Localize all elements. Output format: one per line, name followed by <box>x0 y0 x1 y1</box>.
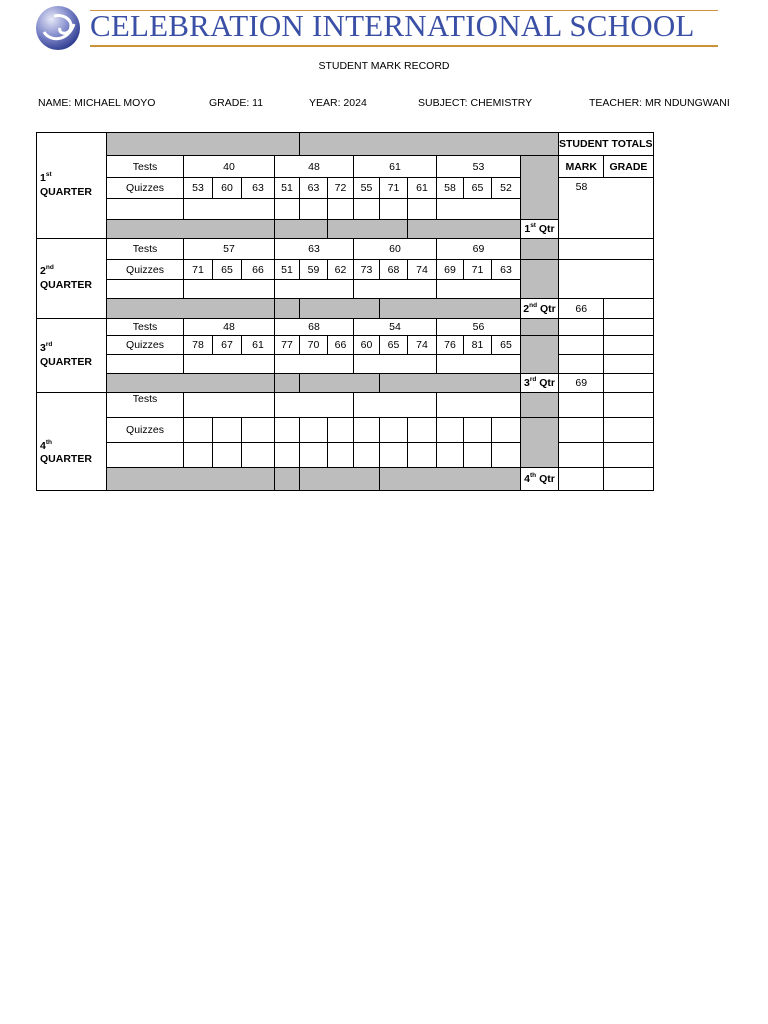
empty-cell <box>107 280 184 299</box>
empty-cell <box>559 336 604 355</box>
empty-cell <box>275 199 300 220</box>
shaded-cell <box>275 299 300 319</box>
quiz-score <box>213 418 242 443</box>
empty-cell <box>559 260 654 299</box>
empty-cell <box>604 443 653 468</box>
quiz-score: 53 <box>184 178 213 199</box>
shaded-cell <box>521 393 559 418</box>
row-label-tests: Tests <box>107 319 184 336</box>
quiz-score: 76 <box>437 336 464 355</box>
quiz-score: 52 <box>492 178 521 199</box>
quiz-score <box>328 418 354 443</box>
empty-cell <box>275 355 354 374</box>
empty-cell <box>354 443 380 468</box>
row-label-quizzes: Quizzes <box>107 260 184 280</box>
empty-cell <box>408 443 437 468</box>
empty-cell <box>354 280 437 299</box>
quarter-total-label-2: 2nd Qtr <box>521 299 559 319</box>
empty-cell <box>604 319 653 336</box>
shaded-cell <box>300 374 380 393</box>
quiz-score: 66 <box>328 336 354 355</box>
row-label-quizzes: Quizzes <box>107 418 184 443</box>
quiz-score: 70 <box>300 336 328 355</box>
shaded-cell <box>521 319 559 336</box>
test-score: 69 <box>437 239 521 260</box>
empty-cell <box>354 355 437 374</box>
quiz-score <box>242 418 275 443</box>
total-mark: 69 <box>559 374 604 393</box>
empty-cell <box>492 443 521 468</box>
empty-cell <box>107 199 184 220</box>
quiz-score: 65 <box>464 178 492 199</box>
shaded-cell <box>521 156 559 220</box>
shaded-cell <box>107 220 275 239</box>
quiz-score <box>300 418 328 443</box>
shaded-cell <box>521 336 559 374</box>
empty-cell <box>604 393 653 418</box>
shaded-cell <box>380 299 521 319</box>
row-label-quizzes: Quizzes <box>107 336 184 355</box>
empty-cell <box>437 443 464 468</box>
quiz-score: 69 <box>437 260 464 280</box>
grade-header: GRADE <box>604 156 653 178</box>
shaded-cell <box>275 468 300 491</box>
quarter-label-1: 1st QUARTER <box>37 133 107 239</box>
quarter-total-label-3: 3rd Qtr <box>521 374 559 393</box>
quiz-score: 66 <box>242 260 275 280</box>
empty-cell <box>464 443 492 468</box>
shaded-cell <box>275 220 328 239</box>
total-grade <box>604 468 653 491</box>
student-name: NAME: MICHAEL MOYO <box>38 97 156 109</box>
shaded-cell <box>521 239 559 260</box>
empty-cell <box>242 443 275 468</box>
shaded-cell <box>107 133 300 156</box>
student-year: YEAR: 2024 <box>309 97 367 109</box>
shaded-cell <box>300 468 380 491</box>
test-score <box>437 393 521 418</box>
quiz-score: 61 <box>408 178 437 199</box>
empty-cell <box>559 418 604 443</box>
quiz-score <box>380 418 408 443</box>
test-score: 61 <box>354 156 437 178</box>
header-rule-bottom <box>90 45 718 47</box>
empty-cell <box>559 355 604 374</box>
empty-cell <box>380 443 408 468</box>
empty-cell <box>559 443 604 468</box>
empty-cell <box>437 280 521 299</box>
empty-cell <box>184 443 213 468</box>
test-score <box>354 393 437 418</box>
total-grade <box>604 374 653 393</box>
quiz-score: 65 <box>492 336 521 355</box>
empty-cell <box>275 443 300 468</box>
test-score: 68 <box>275 319 354 336</box>
shaded-cell <box>521 418 559 468</box>
empty-cell <box>300 199 328 220</box>
quiz-score: 51 <box>275 260 300 280</box>
quiz-score: 71 <box>464 260 492 280</box>
row-label-tests: Tests <box>107 239 184 260</box>
empty-cell <box>184 199 275 220</box>
quiz-score: 58 <box>437 178 464 199</box>
quiz-score: 81 <box>464 336 492 355</box>
test-score: 48 <box>275 156 354 178</box>
test-score: 57 <box>184 239 275 260</box>
quiz-score <box>184 418 213 443</box>
quiz-score: 77 <box>275 336 300 355</box>
quiz-score <box>464 418 492 443</box>
quiz-score: 78 <box>184 336 213 355</box>
quiz-score: 71 <box>184 260 213 280</box>
quarter-label-3: 3rd QUARTER <box>37 319 107 393</box>
test-score: 53 <box>437 156 521 178</box>
quiz-score: 60 <box>213 178 242 199</box>
test-score <box>184 393 275 418</box>
quiz-score: 51 <box>275 178 300 199</box>
total-grade <box>604 178 653 239</box>
student-teacher: TEACHER: MR NDUNGWANI <box>589 97 730 109</box>
mark-header: MARK <box>559 156 604 178</box>
school-header <box>34 4 724 56</box>
empty-cell <box>107 443 184 468</box>
shaded-cell <box>328 220 408 239</box>
quiz-score: 67 <box>213 336 242 355</box>
test-score: 56 <box>437 319 521 336</box>
quiz-score <box>354 418 380 443</box>
quarter-total-label-4: 4th Qtr <box>521 468 559 491</box>
test-score: 63 <box>275 239 354 260</box>
empty-cell <box>184 355 275 374</box>
empty-cell <box>604 418 653 443</box>
row-label-tests: Tests <box>107 156 184 178</box>
shaded-cell <box>380 468 521 491</box>
quiz-score <box>408 418 437 443</box>
shaded-cell <box>300 133 559 156</box>
quiz-score: 74 <box>408 336 437 355</box>
quiz-score: 72 <box>328 178 354 199</box>
quiz-score: 55 <box>354 178 380 199</box>
shaded-cell <box>107 299 275 319</box>
total-mark: 58 <box>559 178 604 239</box>
quiz-score: 63 <box>242 178 275 199</box>
empty-cell <box>437 355 521 374</box>
empty-cell <box>275 280 354 299</box>
quiz-score <box>492 418 521 443</box>
student-subject: SUBJECT: CHEMISTRY <box>418 97 533 109</box>
quiz-score: 74 <box>408 260 437 280</box>
test-score: 40 <box>184 156 275 178</box>
student-totals-header: STUDENT TOTALS <box>559 133 654 156</box>
test-score <box>275 393 354 418</box>
empty-cell <box>213 443 242 468</box>
empty-cell <box>559 239 654 260</box>
empty-cell <box>437 199 521 220</box>
empty-cell <box>328 443 354 468</box>
shaded-cell <box>380 374 521 393</box>
empty-cell <box>559 393 604 418</box>
quarter-total-label-1: 1st Qtr <box>521 220 559 239</box>
test-score: 54 <box>354 319 437 336</box>
quarter-label-2: 2nd QUARTER <box>37 239 107 319</box>
empty-cell <box>184 280 275 299</box>
empty-cell <box>328 199 354 220</box>
quiz-score: 68 <box>380 260 408 280</box>
quiz-score: 59 <box>300 260 328 280</box>
quiz-score: 73 <box>354 260 380 280</box>
student-grade: GRADE: 11 <box>209 97 264 109</box>
row-label-tests: Tests <box>107 393 184 418</box>
empty-cell <box>559 319 604 336</box>
globe-swoosh-logo <box>34 4 82 52</box>
quiz-score: 65 <box>213 260 242 280</box>
empty-cell <box>380 199 408 220</box>
shaded-cell <box>275 374 300 393</box>
shaded-cell <box>107 374 275 393</box>
row-label-quizzes: Quizzes <box>107 178 184 199</box>
quiz-score: 65 <box>380 336 408 355</box>
total-mark: 66 <box>559 299 604 319</box>
quarter-label-4: 4th QUARTER <box>37 393 107 491</box>
quiz-score: 61 <box>242 336 275 355</box>
shaded-cell <box>300 299 380 319</box>
document-title: STUDENT MARK RECORD <box>318 60 450 72</box>
shaded-cell <box>408 220 521 239</box>
shaded-cell <box>107 468 275 491</box>
quiz-score: 60 <box>354 336 380 355</box>
empty-cell <box>107 355 184 374</box>
mark-record-table <box>36 132 654 491</box>
empty-cell <box>604 355 653 374</box>
empty-cell <box>300 443 328 468</box>
quiz-score: 62 <box>328 260 354 280</box>
total-grade <box>604 299 653 319</box>
quiz-score <box>275 418 300 443</box>
shaded-cell <box>521 260 559 299</box>
school-name: CELEBRATION INTERNATIONAL SCHOOL <box>90 8 695 43</box>
test-score: 60 <box>354 239 437 260</box>
empty-cell <box>604 336 653 355</box>
quiz-score: 71 <box>380 178 408 199</box>
quiz-score: 63 <box>300 178 328 199</box>
test-score: 48 <box>184 319 275 336</box>
quiz-score: 63 <box>492 260 521 280</box>
quiz-score <box>437 418 464 443</box>
empty-cell <box>354 199 380 220</box>
total-mark <box>559 468 604 491</box>
empty-cell <box>408 199 437 220</box>
